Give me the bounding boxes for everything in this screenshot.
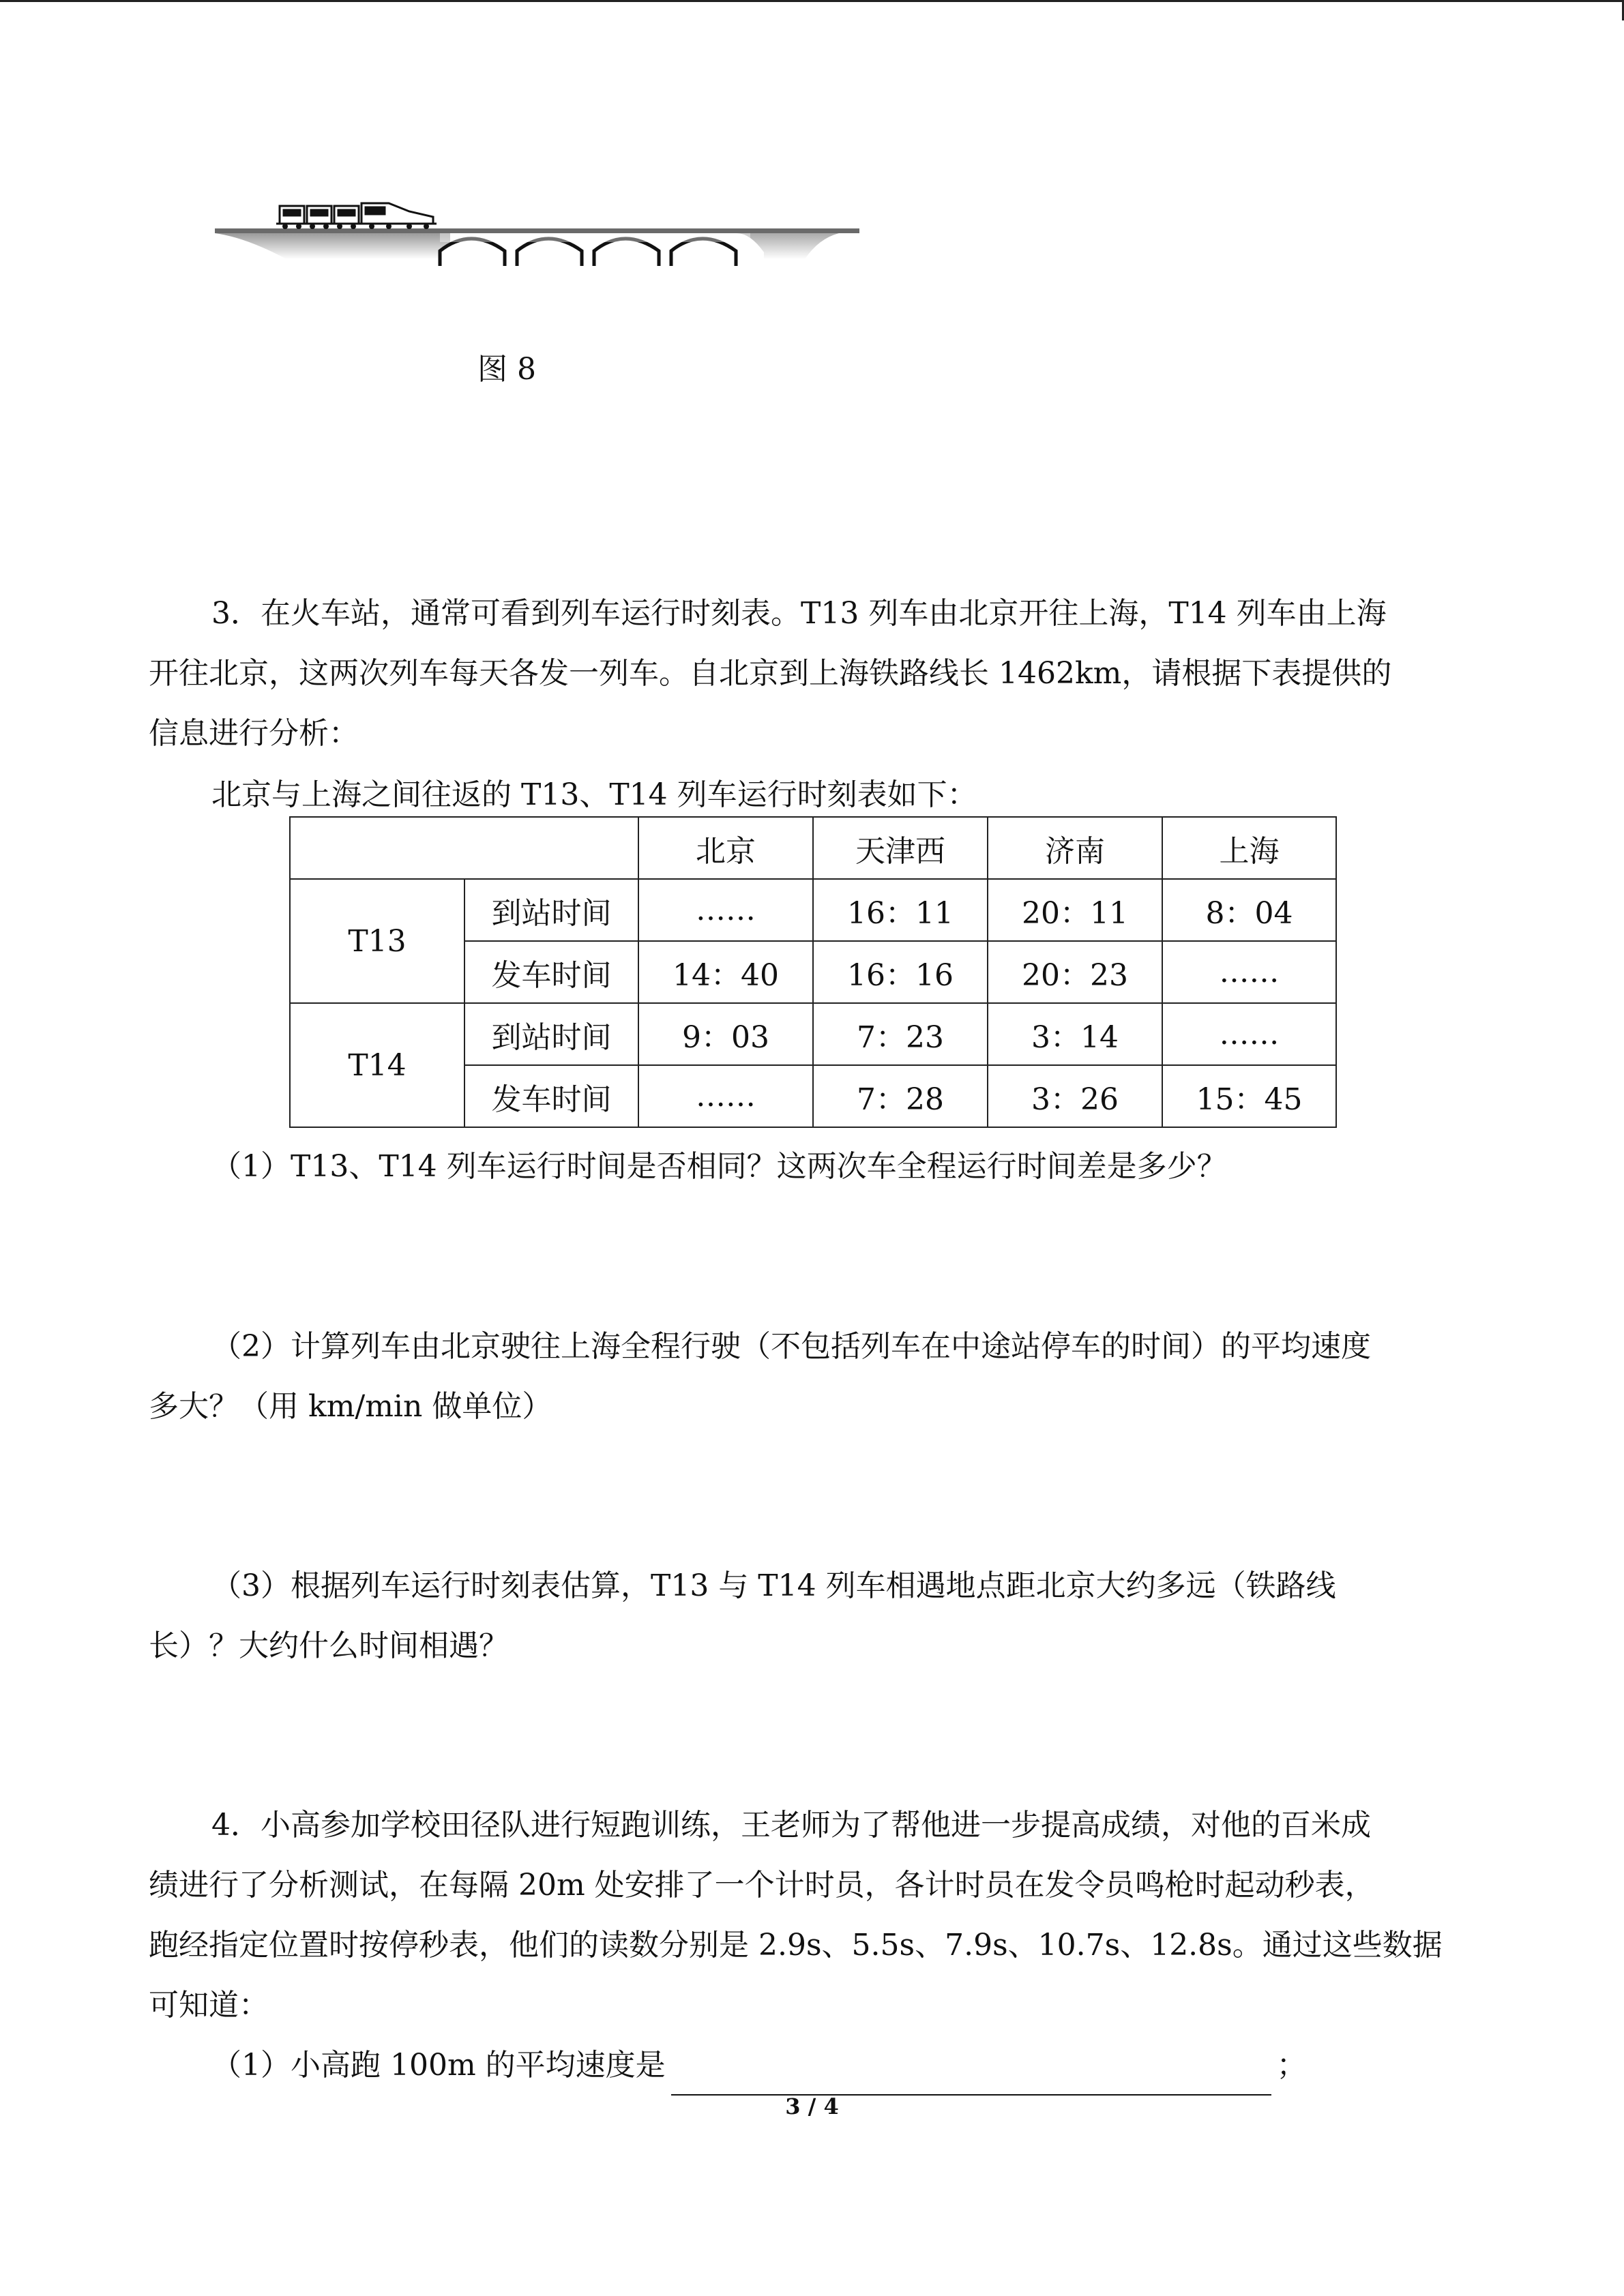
row-label: 发车时间 — [464, 941, 638, 1003]
time-cell: 3：14 — [988, 1003, 1162, 1065]
time-cell: …… — [638, 1065, 813, 1127]
q4-intro — [149, 1795, 1479, 2036]
row-label: 到站时间 — [464, 1003, 638, 1065]
time-cell: 20：23 — [988, 941, 1162, 1003]
q3-sub2-line: 多大？（用 km/min 做单位） — [149, 1389, 552, 1424]
station-header: 天津西 — [813, 817, 988, 879]
q4-sub1-line — [149, 2036, 1479, 2096]
time-cell: …… — [1162, 941, 1336, 1003]
q3-sub1-text: （1）T13、T14 列车运行时间是否相同？这两次车全程运行时间差是多少？ — [211, 1149, 1227, 1184]
time-cell: 7：23 — [813, 1003, 988, 1065]
q3-sub3 — [149, 1556, 1479, 1676]
q4-sub1-prefix: （1）小高跑 100m 的平均速度是 — [211, 2048, 666, 2083]
q4-sub1 — [149, 2036, 1479, 2096]
station-header: 北京 — [638, 817, 813, 879]
time-cell: 16：11 — [813, 879, 988, 941]
time-cell: 8：04 — [1162, 879, 1336, 941]
q4-sub1-suffix: ； — [1276, 2048, 1307, 2083]
q4-line: 绩进行了分析测试，在每隔 20m 处安排了一个计时员，各计时员在发令员鸣枪时起动秒表， — [149, 1868, 1375, 1903]
train-icon — [276, 203, 437, 224]
q4-line: 跑经指定位置时按停秒表，他们的读数分别是 2.9s、5.5s、7.9s、10.7s、12.8s。通过这些数据 — [149, 1928, 1443, 1963]
q4-line: 4．小高参加学校田径队进行短跑训练，王老师为了帮他进一步提高成绩，对他的百米成 — [211, 1808, 1371, 1843]
train-name-cell: T13 — [290, 879, 464, 1003]
time-cell: 14：40 — [638, 941, 813, 1003]
table-row — [290, 1003, 1336, 1065]
table-row — [290, 879, 1336, 941]
train-bridge-figure — [205, 191, 873, 280]
time-cell: …… — [1162, 1003, 1336, 1065]
time-cell: 20：11 — [988, 879, 1162, 941]
q3-sub1 — [149, 1137, 1479, 1197]
q4-line: 可知道： — [149, 1988, 269, 2023]
time-cell: 7：28 — [813, 1065, 988, 1127]
q3-sub2-line: （2）计算列车由北京驶往上海全程行驶（不包括列车在中途站停车的时间）的平均速度 — [211, 1329, 1371, 1364]
q3-intro-line: 信息进行分析： — [149, 716, 359, 751]
table-corner-cell — [290, 817, 638, 879]
time-cell: 9：03 — [638, 1003, 813, 1065]
table-header-row — [290, 817, 1336, 879]
answer-blank[interactable] — [671, 2053, 1271, 2096]
row-label: 发车时间 — [464, 1065, 638, 1127]
time-cell: 3：26 — [988, 1065, 1162, 1127]
train-name-cell: T14 — [290, 1003, 464, 1127]
q3-sub2 — [149, 1317, 1479, 1437]
q3-sub3-line: 长）？大约什么时间相遇？ — [149, 1628, 509, 1663]
table-intro-text: 北京与上海之间往返的 T13、T14 列车运行时刻表如下： — [211, 777, 977, 812]
time-cell: …… — [638, 879, 813, 941]
page-top-border — [0, 0, 1624, 2]
station-header: 济南 — [988, 817, 1162, 879]
row-label: 到站时间 — [464, 879, 638, 941]
q3-sub3-line: （3）根据列车运行时刻表估算，T13 与 T14 列车相遇地点距北京大约多远（铁路线 — [211, 1568, 1336, 1603]
q3-intro-line: 开往北京，这两次列车每天各发一列车。自北京到上海铁路线长 1462km，请根据下表提供的 — [149, 656, 1392, 691]
q3-intro-line: 3．在火车站，通常可看到列车运行时刻表。T13 列车由北京开往上海，T14 列车由上海 — [211, 596, 1387, 631]
train-schedule-table — [289, 816, 1337, 1128]
time-cell: 16：16 — [813, 941, 988, 1003]
station-header: 上海 — [1162, 817, 1336, 879]
bridge-arches — [440, 239, 736, 266]
time-cell: 15：45 — [1162, 1065, 1336, 1127]
page-number: 3 / 4 — [785, 2093, 839, 2119]
q3-intro — [149, 584, 1479, 764]
figure-caption: 图 8 — [477, 352, 536, 387]
